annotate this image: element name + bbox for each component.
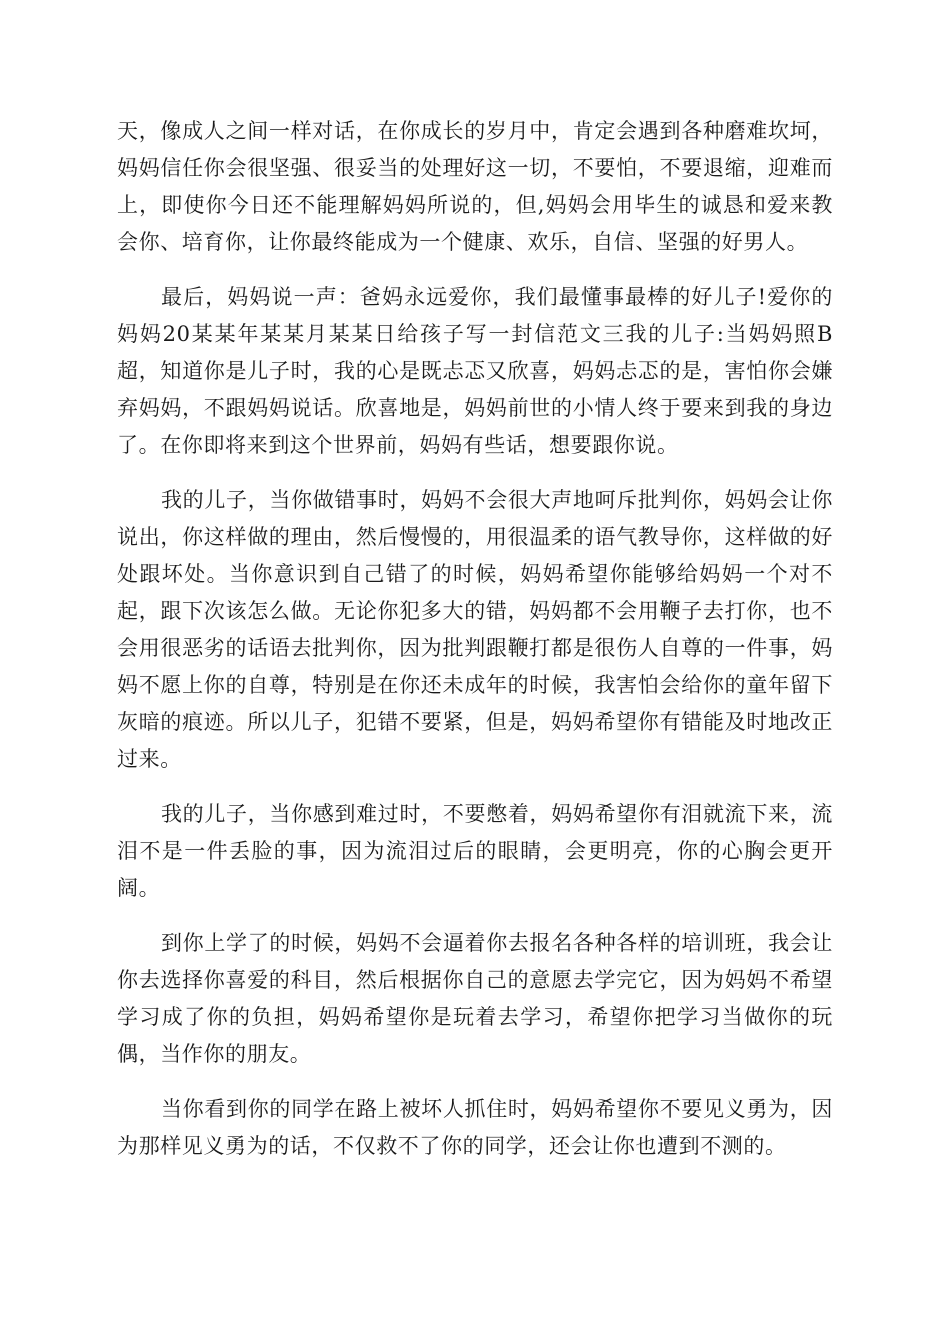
paragraph-5: 到你上学了的时候，妈妈不会逼着你去报名各种各样的培训班，我会让你去选择你喜爱的科目，然后根据你自己的意愿去学完它，因为妈妈不希望学习成了你的负担，妈妈希望你是玩着去学习，希望你把学习当做你的玩偶，当作你的朋友。 — [117, 931, 833, 1066]
paragraph-1: 天，像成人之间一样对话，在你成长的岁月中，肯定会遇到各种磨难坎坷，妈妈信任你会很坚强、很妥当的处理好这一切，不要怕，不要退缩，迎难而上，即使你今日还不能理解妈妈所说的，但,妈妈会用毕生的诚恳和爱来教会你、培育你，让你最终能成为一个健康、欢乐，自信、坚强的好男人。 — [117, 119, 833, 254]
paragraph-3: 我的儿子，当你做错事时，妈妈不会很大声地呵斥批判你，妈妈会让你说出，你这样做的理由，然后慢慢的，用很温柔的语气教导你，这样做的好处跟坏处。当你意识到自己错了的时候，妈妈希望你能够给妈妈一个对不起，跟下次该怎么做。无论你犯多大的错，妈妈都不会用鞭子去打你，也不会用很恶劣的话语去批判你，因为批判跟鞭打都是很伤人自尊的一件事，妈妈不愿上你的自尊，特别是在你还未成年的时候，我害怕会给你的童年留下灰暗的痕迹。所以儿子，犯错不要紧，但是，妈妈希望你有错能及时地改正过来。 — [117, 488, 833, 771]
paragraph-4: 我的儿子，当你感到难过时，不要憋着，妈妈希望你有泪就流下来，流泪不是一件丢脸的事，因为流泪过后的眼睛，会更明亮，你的心胸会更开阔。 — [117, 802, 833, 900]
paragraph-2: 最后，妈妈说一声：爸妈永远爱你，我们最懂事最棒的好儿子!爱你的妈妈20某某年某某月某某日给孩子写一封信范文三我的儿子:当妈妈照B超，知道你是儿子时，我的心是既忐忑又欣喜，妈妈忐忑的是，害怕你会嫌弃妈妈，不跟妈妈说话。欣喜地是，妈妈前世的小情人终于要来到我的身边了。在你即将来到这个世界前，妈妈有些话，想要跟你说。 — [117, 285, 833, 457]
body-text — [117, 113, 833, 1183]
paragraph-6: 当你看到你的同学在路上被坏人抓住时，妈妈希望你不要见义勇为，因为那样见义勇为的话，不仅救不了你的同学，还会让你也遭到不测的。 — [117, 1097, 833, 1158]
